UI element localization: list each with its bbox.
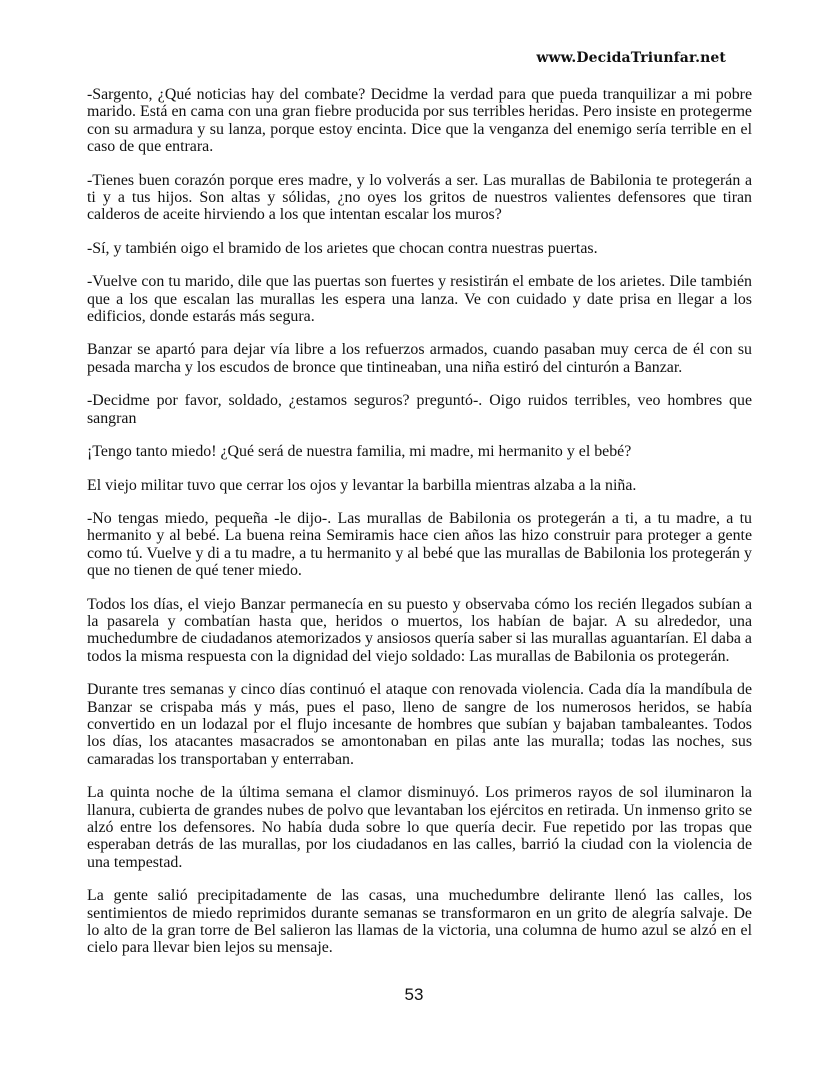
paragraph: Banzar se apartó para dejar vía libre a los refuerzos armados, cuando pasaban muy cerca de él con su pesada marcha y los escudos de bronce que tintineaban, una niña estiró del cinturón a Banzar. bbox=[87, 341, 752, 376]
paragraph: -Sargento, ¿Qué noticias hay del combate? Decidme la verdad para que pueda tranquilizar a mi pobre marido. Está en cama con una gran fiebre producida por sus terribles heridas. Pero insiste en protegerme con su armadura y su lanza, porque estoy encinta. Dice que la venganza del enemigo sería terrible en el caso de que entrara. bbox=[87, 86, 752, 156]
paragraph: -No tengas miedo, pequeña -le dijo-. Las murallas de Babilonia os protegerán a ti, a tu madre, a tu hermanito y al bebé. La buena reina Semiramis hace cien años las hizo construir para proteger a gente como tú. Vuelve y di a tu madre, a tu hermanito y al bebé que las murallas de Babilonia los protegerán y que no tienen de qué tener miedo. bbox=[87, 509, 752, 580]
paragraph: -Decidme por favor, soldado, ¿estamos seguros? preguntó-. Oigo ruidos terribles, veo hombres que sangran bbox=[87, 392, 752, 427]
paragraph: -Sí, y también oigo el bramido de los arietes que chocan contra nuestras puertas. bbox=[87, 239, 598, 257]
paragraph: Todos los días, el viejo Banzar permanecía en su puesto y observaba cómo los recién llegados subían a la pasarela y combatían hasta que, heridos o muertos, los habían de bajar. A su alrededor, una muchedumbre de ciudadanos atemorizados y ansiosos quería saber si las murallas aguantarían. El daba a todos la misma respuesta con la dignidad del viejo soldado: Las murallas de Babilonia os protegerán. bbox=[87, 595, 752, 665]
paragraph: La gente salió precipitadamente de las casas, una muchedumbre delirante llenó las calles, los sentimientos de miedo reprimidos durante semanas se transformaron en un grito de alegría salvaje. De lo alto de la gran torre de Bel salieron las llamas de la victoria, una columna de humo azul se alzó en el cielo para llevar bien lejos su mensaje. bbox=[87, 887, 752, 957]
paragraph: -Tienes buen corazón porque eres madre, y lo volverás a ser. Las murallas de Babilonia te protegerán a ti y a tus hijos. Son altas y sólidas, ¿no oyes los gritos de nuestros valientes defensores que tiran calderos de aceite hirviendo a los que intentan escalar los muros? bbox=[87, 171, 752, 224]
paragraph: ¡Tengo tanto miedo! ¿Qué será de nuestra familia, mi madre, mi hermanito y el bebé? bbox=[87, 443, 632, 461]
body-text bbox=[87, 86, 752, 973]
paragraph: La quinta noche de la última semana el clamor disminuyó. Los primeros rayos de sol iluminaron la llanura, cubierta de grandes nubes de polvo que levantaban los ejércitos en retirada. Un inmenso grito se alzó entre los defensores. No había duda sobre lo que quería decir. Fue repetido por las tropas que esperaban detrás de las murallas, por los ciudadanos en las calles, barrió la ciudad con la violencia de una tempestad. bbox=[87, 784, 752, 871]
paragraph: El viejo militar tuvo que cerrar los ojos y levantar la barbilla mientras alzaba a la niña. bbox=[87, 476, 637, 494]
paragraph: -Vuelve con tu marido, dile que las puertas son fuertes y resistirán el embate de los arietes. Dile también que a los que escalan las murallas les espera una lanza. Ve con cuidado y date prisa en llegar a los edificios, donde estarás más segura. bbox=[87, 273, 752, 326]
page-number: 53 bbox=[404, 985, 424, 1004]
paragraph: Durante tres semanas y cinco días continuó el ataque con renovada violencia. Cada día la mandíbula de Banzar se crispaba más y más, pues el paso, lleno de sangre de los numerosos heridos, se había convertido en un lodazal por el flujo incesante de hombres que subían y bajaban tambaleantes. Todos los días, los atacantes masacrados se amontonaban en pilas ante las muralla; todas las noches, sus camaradas los transportaban y enterraban. bbox=[87, 681, 752, 768]
website-header: www.DecidaTriunfar.net bbox=[536, 50, 726, 66]
